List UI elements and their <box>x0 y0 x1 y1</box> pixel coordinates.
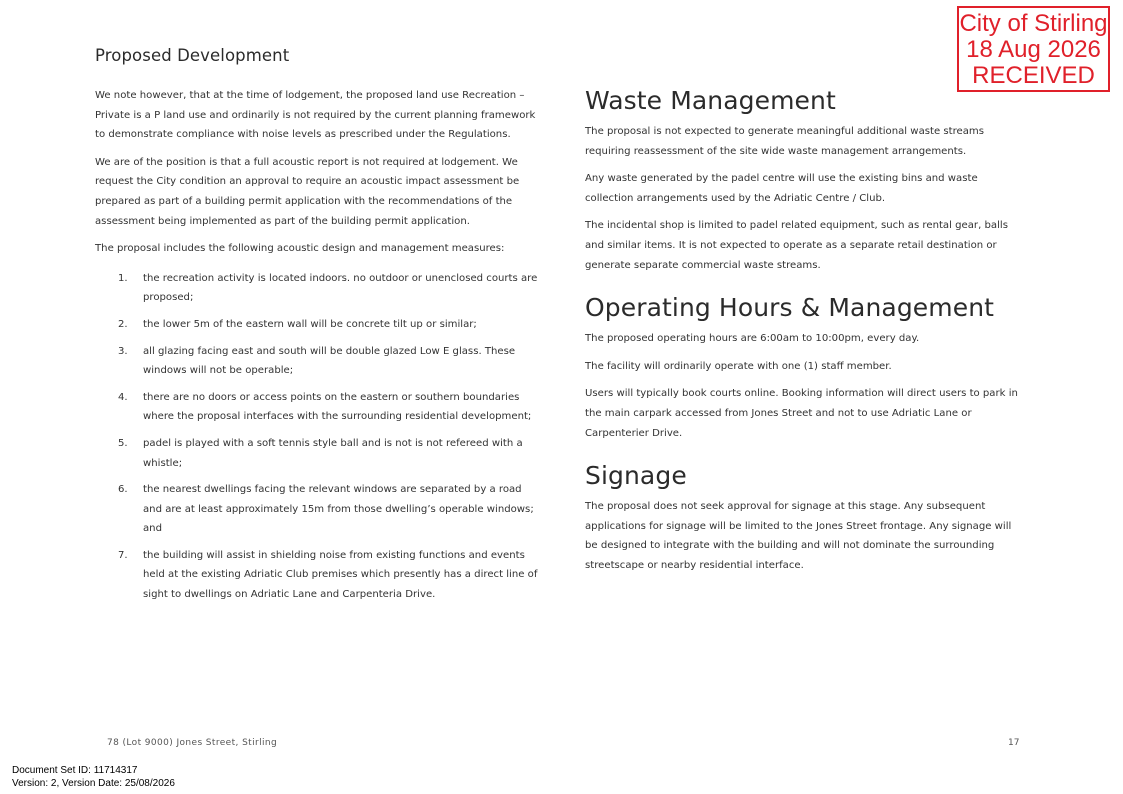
list-item <box>95 546 540 605</box>
received-stamp <box>957 6 1110 92</box>
list-item-text: there are no doors or access points on the eastern or southern boundaries where the proposal interfaces with the surrounding residential development; <box>143 391 532 423</box>
list-item-number: 7. <box>118 549 128 561</box>
document-set-id: Document Set ID: 11714317 <box>12 765 138 776</box>
page-number: 17 <box>1008 738 1020 748</box>
list-item-number: 6. <box>118 484 128 496</box>
list-item <box>95 269 540 308</box>
paragraph: The facility will ordinarily operate with one (1) staff member. <box>585 360 892 372</box>
paragraph: The proposal includes the following acoustic design and management measures: <box>95 243 505 255</box>
section-heading-proposed-development: Proposed Development <box>95 46 290 65</box>
paragraph: The proposal does not seek approval for signage at this stage. Any subsequent applications for signage will be limited to the Jones Street frontage. Any signage will be designed to integrate with the building and will not dominate the surrounding streetscape or nearby residential interface. <box>585 501 1012 571</box>
list-item-number: 5. <box>118 437 128 449</box>
stamp-status: RECEIVED <box>972 62 1095 89</box>
list-item <box>95 315 540 335</box>
list-item <box>95 388 540 427</box>
document-metadata <box>12 764 175 790</box>
list-item-text: the nearest dwellings facing the relevant windows are separated by a road and are at least approximately 15m from those dwelling’s operable windows; and <box>143 484 534 535</box>
footer-address: 78 (Lot 9000) Jones Street, Stirling <box>107 738 278 748</box>
document-version: Version: 2, Version Date: 25/08/2026 <box>12 778 175 789</box>
list-item-number: 3. <box>118 345 128 357</box>
list-item-number: 1. <box>118 272 128 284</box>
list-item <box>95 434 540 473</box>
section-heading-waste-management: Waste Management <box>585 86 836 115</box>
section-heading-operating-hours: Operating Hours & Management <box>585 293 995 323</box>
list-item <box>95 342 540 381</box>
list-item-number: 2. <box>118 318 128 330</box>
section-waste-management <box>585 84 1025 275</box>
list-item-text: padel is played with a soft tennis style ball and is not is not refereed with a whistle; <box>143 437 523 469</box>
paragraph: We are of the position is that a full acoustic report is not required at lodgement. We request the City condition an approval to require an acoustic impact assessment be prepared as part of a building permit application with the recommendations of the assessment being implemented as part of the building permit application. <box>95 156 520 227</box>
paragraph: Users will typically book courts online. Booking information will direct users to park in the main carpark accessed from Jones Street and not to use Adriatic Lane or Carpenterier Drive. <box>585 388 1018 439</box>
list-item-text: the building will assist in shielding noise from existing functions and events held at the existing Adriatic Club premises which presently has a direct line of sight to dwellings on Adriatic Lane and Carpenteria Drive. <box>143 549 538 601</box>
right-column <box>585 84 1025 592</box>
section-heading-signage: Signage <box>585 461 687 491</box>
stamp-org: City of Stirling <box>959 10 1108 37</box>
stamp-date: 18 Aug 2026 <box>966 36 1101 63</box>
list-item <box>95 480 540 539</box>
section-operating-hours <box>585 291 1025 443</box>
list-item-number: 4. <box>118 391 128 403</box>
paragraph: Any waste generated by the padel centre will use the existing bins and waste collection arrangements used by the Adriatic Centre / Club. <box>585 173 978 204</box>
paragraph: The proposal is not expected to generate meaningful additional waste streams requiring reassessment of the site wide waste management arrangements. <box>585 126 985 157</box>
section-signage <box>585 459 1025 575</box>
acoustic-measures-list <box>95 269 540 605</box>
paragraph: We note however, that at the time of lodgement, the proposed land use Recreation – Private is a P land use and ordinarily is not required by the current planning framework to demonstrate compliance with noise levels as prescribed under the Regulations. <box>95 90 536 141</box>
paragraph: The proposed operating hours are 6:00am to 10:00pm, every day. <box>585 333 920 345</box>
list-item-text: the recreation activity is located indoors. no outdoor or unenclosed courts are proposed; <box>143 272 538 304</box>
list-item-text: the lower 5m of the eastern wall will be concrete tilt up or similar; <box>143 318 477 330</box>
list-item-text: all glazing facing east and south will be double glazed Low E glass. These windows will not be operable; <box>143 345 516 377</box>
left-column <box>95 46 540 612</box>
paragraph: The incidental shop is limited to padel related equipment, such as rental gear, balls and similar items. It is not expected to operate as a separate retail destination or generate separate commercial waste streams. <box>585 220 1008 271</box>
